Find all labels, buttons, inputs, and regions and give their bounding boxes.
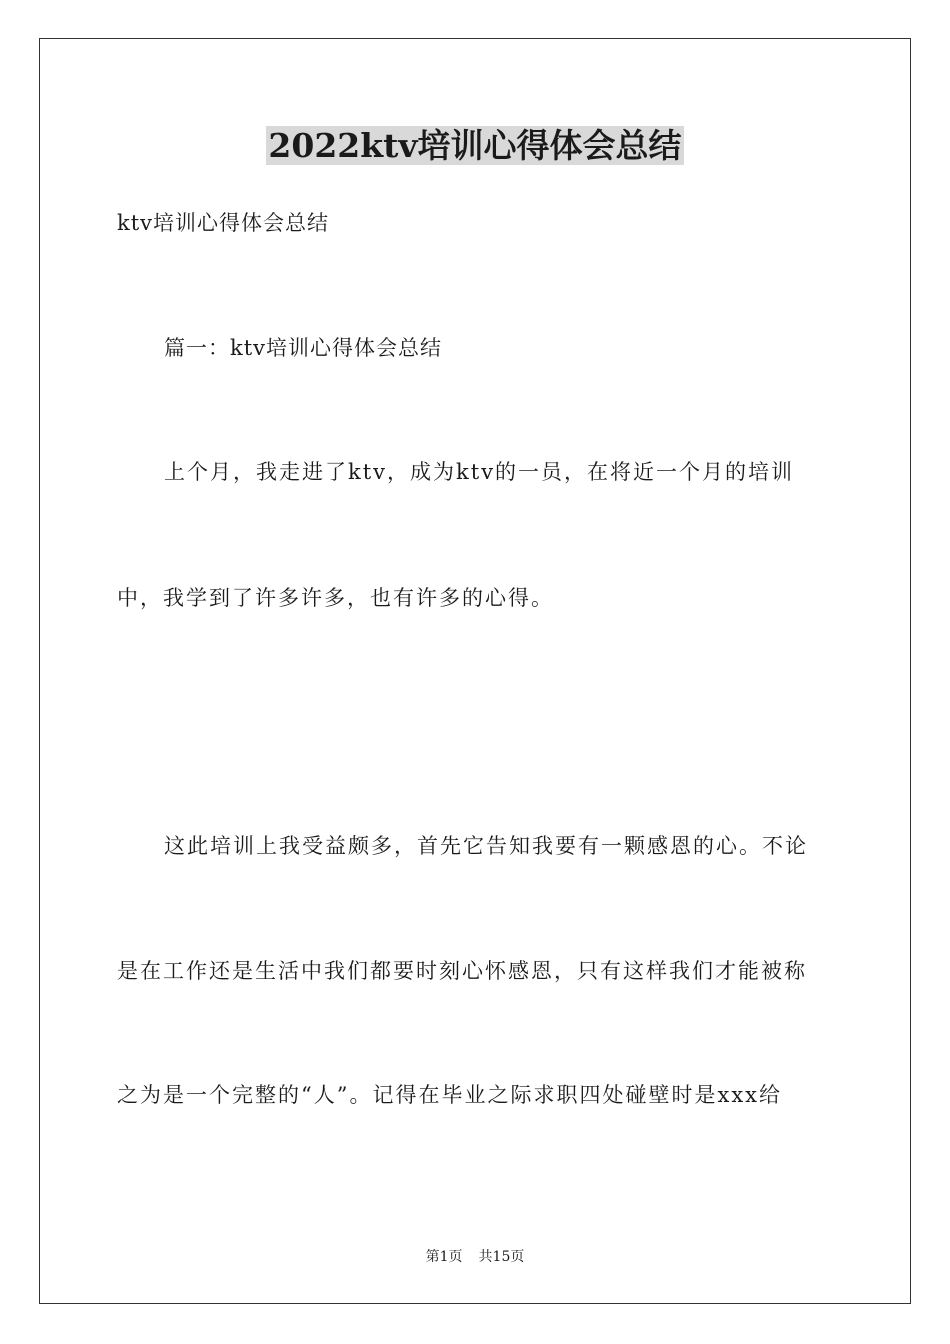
paragraph-1-line-2: 中，我学到了许多许多，也有许多的心得。 bbox=[117, 586, 554, 610]
page-number-total: 共15页 bbox=[478, 1249, 525, 1265]
page-footer bbox=[0, 1247, 950, 1267]
page-number-current: 第1页 bbox=[425, 1249, 463, 1265]
paragraph-2-line-2: 是在工作还是生活中我们都要时刻心怀感恩，只有这样我们才能被称 bbox=[117, 959, 807, 983]
document-subtitle: ktv培训心得体会总结 bbox=[117, 211, 330, 235]
paragraph-2-line-1: 这此培训上我受益颇多，首先它告知我要有一颗感恩的心。不论 bbox=[164, 834, 808, 858]
document-title-text: 2022ktv培训心得体会总结 bbox=[268, 126, 682, 165]
document-title bbox=[0, 124, 950, 168]
section-heading: 篇一：ktv培训心得体会总结 bbox=[164, 336, 443, 360]
paragraph-1-line-1: 上个月，我走进了ktv，成为ktv的一员，在将近一个月的培训 bbox=[164, 460, 795, 484]
paragraph-2-line-3: 之为是一个完整的“人”。记得在毕业之际求职四处碰壁时是xxx给 bbox=[117, 1083, 782, 1107]
